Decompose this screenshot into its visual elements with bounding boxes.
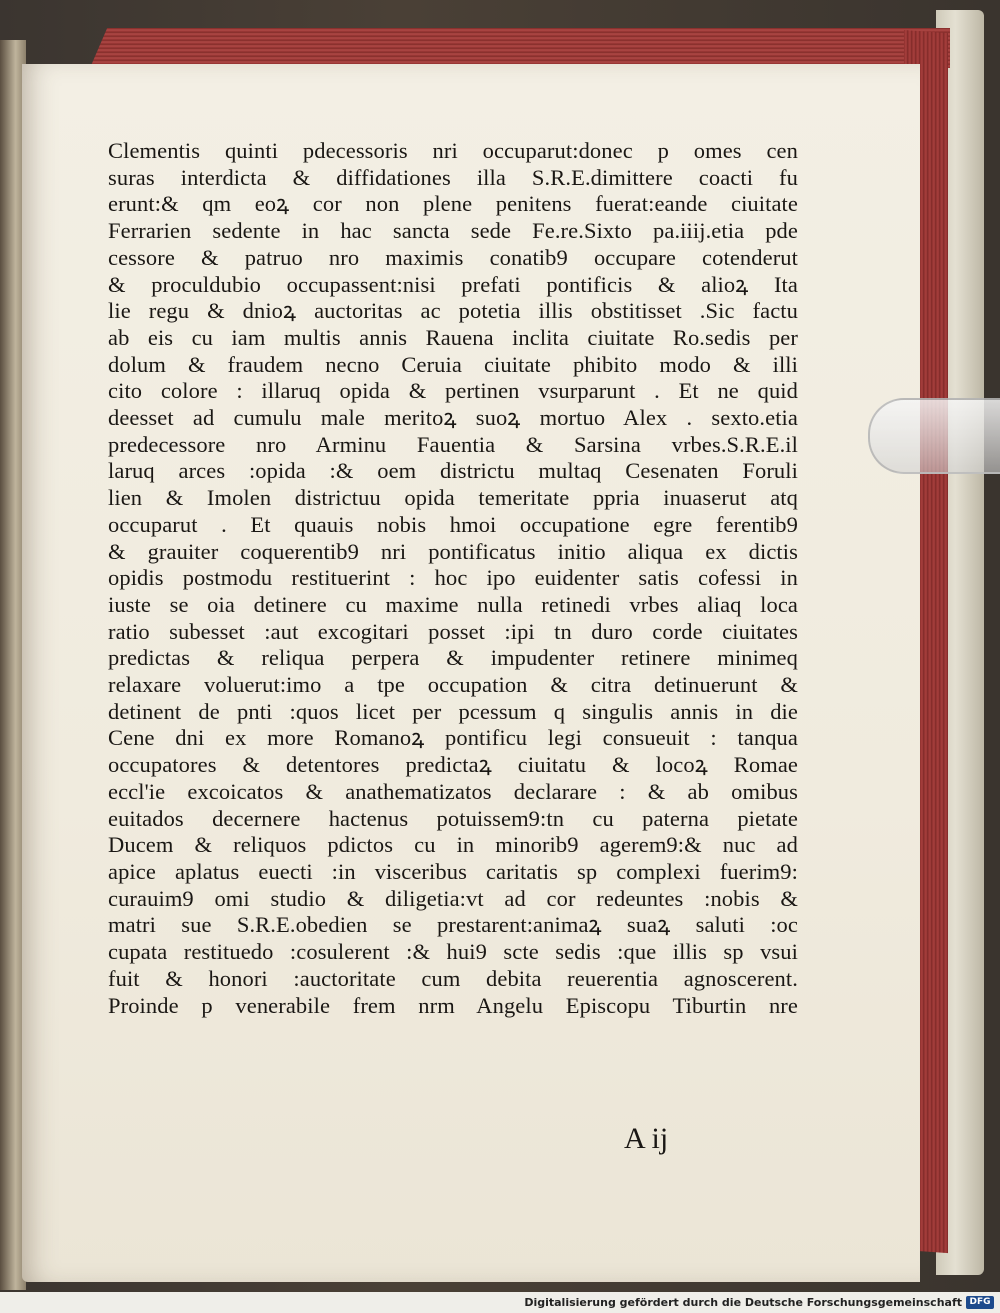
text-line: curauim9 omi studio & diligetia:vt ad cor redeuntes :nobis & [108, 885, 798, 911]
footer-credit: Digitalisierung gefördert durch die Deutsche Forschungsgemeinschaft [524, 1296, 962, 1309]
text-line: erunt:& qm eoꝝ cor non plene penitens fuerat:eande ciuitate [108, 191, 798, 217]
page-block-top-edge [90, 28, 950, 68]
text-line: & grauiter coquerentib9 nri pontificatus initio aliqua ex dictis [108, 538, 798, 564]
text-line: Clementis quinti pdecessoris nri occuparut:donec p omes cen [108, 138, 798, 163]
text-line: eccl'ie excoicatos & anathematizatos declarare : & ab omibus [108, 778, 798, 804]
text-line: occuparut . Et quauis nobis hmoi occupatione egre ferentib9 [108, 511, 798, 537]
text-line: opidis postmodu restituerint : hoc ipo euidenter satis cofessi in [108, 565, 798, 591]
text-line: fuit & honori :auctoritate cum debita reuerentia agnoscerent. [108, 965, 798, 991]
text-line: occupatores & detentores predictaꝝ ciuitatu & locoꝝ Romae [108, 752, 798, 778]
text-line: cito colore : illaruq opida & pertinen vsurparunt . Et ne quid [108, 378, 798, 404]
text-line: deesset ad cumulu male meritoꝝ suoꝝ mortuo Alex . sexto.etia [108, 405, 798, 431]
text-line: relaxare voluerut:imo a tpe occupation & citra detinuerunt & [108, 672, 798, 698]
text-line: dolum & fraudem necno Ceruia ciuitate phibito modo & illi [108, 351, 798, 377]
dfg-logo: DFG [966, 1296, 994, 1309]
text-line: predictas & reliqua perpera & impudenter retinere minimeq [108, 645, 798, 671]
text-line: Cene dni ex more Romanoꝝ pontificu legi consueuit : tanqua [108, 725, 798, 751]
page-text [108, 138, 798, 1019]
text-line: ratio subesset :aut excogitari posset :ipi tn duro corde ciuitates [108, 618, 798, 644]
text-line: cupata restituedo :cosulerent :& hui9 scte sedis :que illis sp vsui [108, 939, 798, 965]
text-line: iuste se oia detinere cu maxime nulla retinedi vrbes aliaq loca [108, 591, 798, 617]
text-line: lie regu & dnioꝝ auctoritas ac potetia illis obstitisset .Sic factu [108, 298, 798, 324]
text-line: apice aplatus euecti :in visceribus caritatis sp complexi fuerim9: [108, 858, 798, 884]
text-line: matri sue S.R.E.obedien se prestarent:animaꝝ suaꝝ saluti :oc [108, 912, 798, 938]
text-line: detinent de pnti :quos licet per pcessum q singulis annis in die [108, 698, 798, 724]
text-line: Proinde p venerabile frem nrm Angelu Episcopu Tiburtin nre [108, 992, 798, 1018]
text-line: Ducem & reliquos pdictos cu in minorib9 agerem9:& nuc ad [108, 832, 798, 858]
text-line: euitados decernere hactenus potuissem9:tn cu paterna pietate [108, 805, 798, 831]
text-line: & proculdubio occupassent:nisi prefati pontificis & alioꝝ Ita [108, 271, 798, 297]
signature-mark: A ij [624, 1122, 669, 1155]
text-line: ab eis cu iam multis annis Rauena inclita ciuitate Ro.sedis per [108, 324, 798, 350]
text-line: lien & Imolen districtuu opida temeritate ppria inuaserut atq [108, 485, 798, 511]
text-line: laruq arces :opida :& oem districtu multaq Cesenaten Foruli [108, 458, 798, 484]
page-clip [868, 398, 1000, 474]
text-line: predecessore nro Arminu Fauentia & Sarsina vrbes.S.R.E.il [108, 431, 798, 457]
text-line: Ferrarien sedente in hac sancta sede Fe.re.Sixto pa.iiij.etia pde [108, 218, 798, 244]
text-line: suras interdicta & diffidationes illa S.R.E.dimittere coacti fu [108, 164, 798, 190]
text-line: cessore & patruo nro maximis conatib9 occupare cotenderut [108, 244, 798, 270]
